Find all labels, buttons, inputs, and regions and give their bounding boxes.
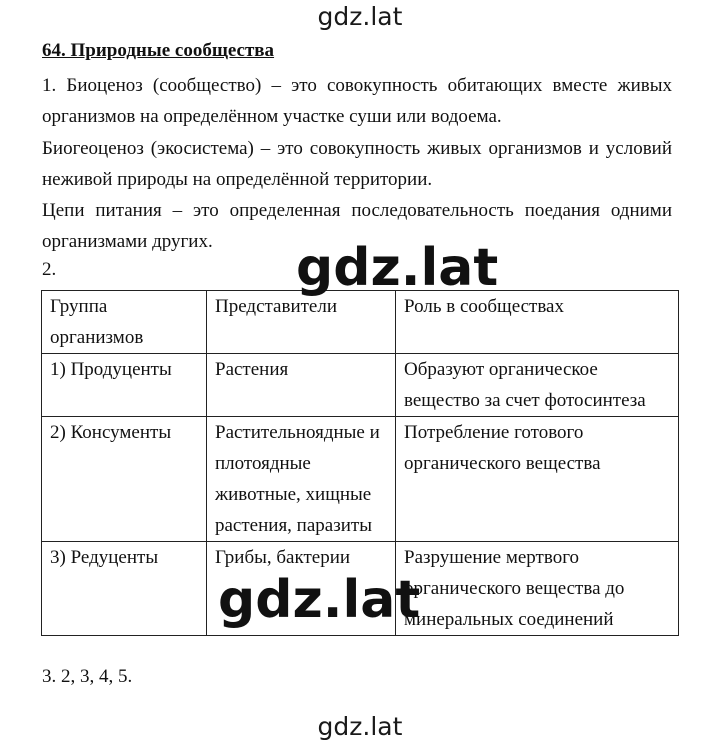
table-cell: 3) Редуценты [42,542,207,636]
table-row [42,417,679,542]
table-row [42,354,679,417]
paragraph-biogeocenosis: Биогеоценоз (экосистема) – это совокупность живых организмов и условий неживой природы на определённой территории. [42,138,672,190]
item-3-answer: 3. 2, 3, 4, 5. [42,666,133,687]
table-header-row [42,291,679,354]
watermark-large-2: gdz.lat [218,570,421,630]
table-cell: 2) Консументы [42,417,207,542]
table-cell: Грибы, бактерии [207,542,396,636]
table-cell: Растительноядные и плотоядные животные, хищные растения, паразиты [207,417,396,542]
header-group: Группа организмов [42,291,207,354]
watermark-large-1: gdz.lat [296,238,499,298]
watermark-top: gdz.lat [317,2,403,31]
table-cell: Разрушение мертвого органического вещества до минеральных соединений [396,542,679,636]
table-cell: Потребление готового органического вещества [396,417,679,542]
header-representatives: Представители [207,291,396,354]
table-cell: Растения [207,354,396,417]
paragraph-food-chains: Цепи питания – это определенная последовательность поедания одними организмами других. [42,200,672,252]
paragraph-biocenosis: 1. Биоценоз (сообщество) – это совокупность обитающих вместе живых организмов на определённом участке суши или водоема. [42,75,672,127]
table-cell: 1) Продуценты [42,354,207,417]
table-cell: Образуют органическое вещество за счет фотосинтеза [396,354,679,417]
item-2-label: 2. [42,259,57,280]
section-title: 64. Природные сообщества [42,40,275,61]
watermark-bottom: gdz.lat [317,712,403,741]
header-role: Роль в сообществах [396,291,679,354]
